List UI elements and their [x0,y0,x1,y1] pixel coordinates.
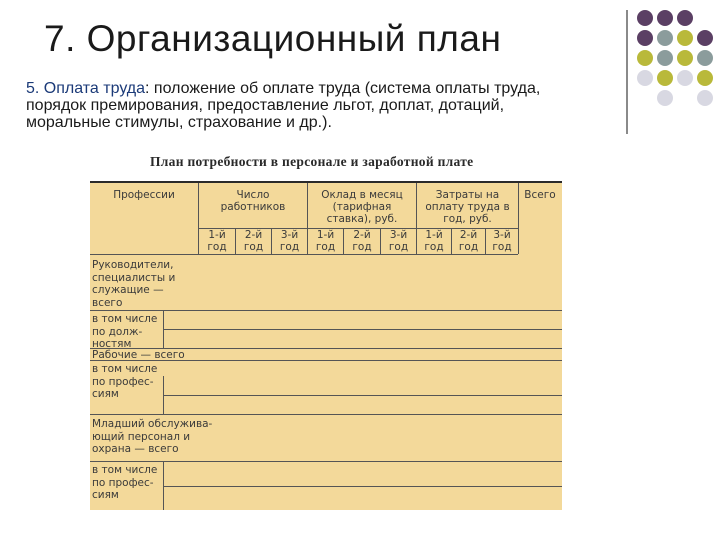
decor-divider [626,10,628,134]
year-header: 2-й год [458,229,479,253]
table-caption: План потребности в персонале и заработной плате [150,154,474,169]
header-total: Всего [524,189,556,201]
header-costs: Затраты на оплату труда в год, руб. [425,189,510,225]
decor-dot [677,10,693,26]
decor-dot [637,10,653,26]
decor-dot [677,50,693,66]
decor-dot [697,10,713,26]
year-header: 3-й год [492,229,512,253]
header-workers: Число работников [220,189,286,213]
row-label-workers-breakdown: в том числе по профес-сиям [92,363,158,400]
decor-dot [677,70,693,86]
header-salary: Оклад в месяц (тарифная ставка), руб. [321,189,403,225]
decor-dot [637,90,653,106]
row-label-managers: Руководители, специалисты и служащие — всего [92,259,176,309]
row-label-service-breakdown: в том числе по профес-сиям [92,464,158,501]
decor-dot-grid [637,10,714,107]
year-header: 2-й год [352,229,372,253]
decor-dot [677,90,693,106]
decor-dot [697,90,713,106]
row-label-managers-breakdown: в том числе по долж-ностям [92,313,158,350]
staffing-plan-table [90,181,562,510]
decor-dot [657,90,673,106]
decor-dot [657,50,673,66]
year-header: 2-й год [243,229,264,253]
decor-dot [637,30,653,46]
slide-title: 7. Организационный план [44,18,502,59]
row-label-service-staff: Младший обслужива-ющий персонал и охрана — всего [92,418,213,455]
year-header: 3-й год [279,229,300,253]
header-profession: Профессии [113,189,175,201]
decor-dot [657,70,673,86]
decor-dot [697,50,713,66]
year-header: 1-й год [207,229,227,253]
section-text: : положение об оплате труда (система оплаты труда, порядок премирования, предоставление льгот, доплат, дотаций, моральные стимулы, страхование и др.). [26,80,541,131]
decor-dot [697,70,713,86]
year-header: 1-й год [315,229,336,253]
decor-dot [637,50,653,66]
year-header: 3-й год [388,229,409,253]
decor-dot [637,70,653,86]
body-paragraph [26,80,586,131]
section-lead: 5. Оплата труда [26,80,146,97]
year-header: 1-й год [424,229,444,253]
decor-dot [657,10,673,26]
decor-dot [697,30,713,46]
decor-dot [657,30,673,46]
decor-dot [677,30,693,46]
row-label-workers: Рабочие — всего [92,349,185,361]
